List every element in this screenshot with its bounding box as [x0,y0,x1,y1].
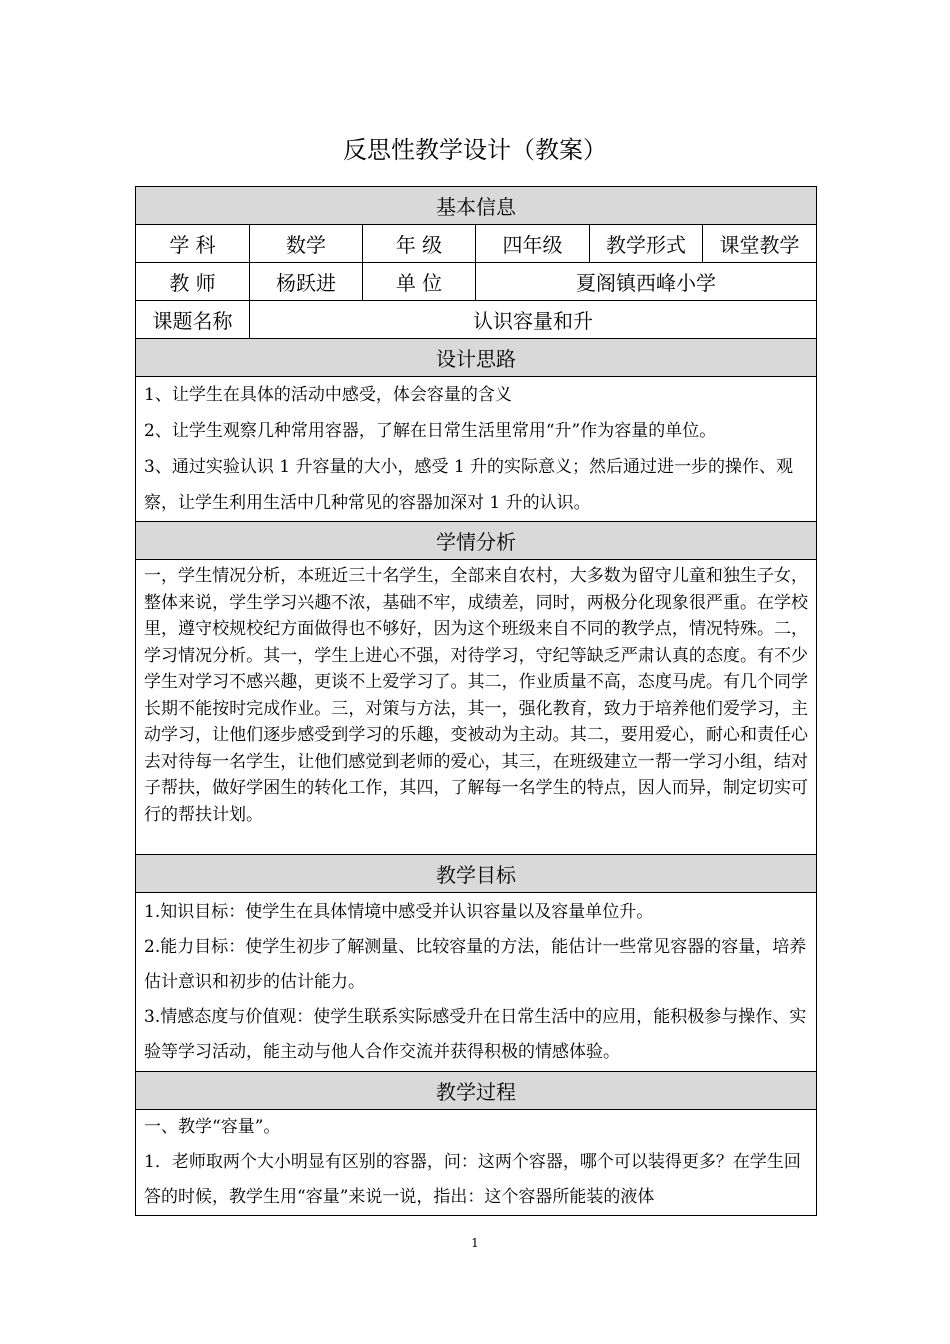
design-item: 1、让学生在具体的活动中感受，体会容量的含义 [144,385,512,405]
design-item: 2、让学生观察几种常用容器，了解在日常生活里常用“升”作为容量的单位。 [144,421,717,441]
topic-value: 认识容量和升 [250,301,817,339]
process-content [136,1110,817,1216]
process-item: 1．老师取两个大小明显有区别的容器，问：这两个容器，哪个可以装得更多？在学生回答的时候，教学生用“容量”来说一说，指出：这个容器所能装的液体 [144,1152,801,1207]
topic-label: 课题名称 [136,301,250,339]
basic-info-header: 基本信息 [136,187,817,225]
teacher-label: 教 师 [136,263,250,301]
analysis-text: 一，学生情况分析，本班近三十名学生，全部来自农村，大多数为留守儿童和独生子女，整体来说，学生学习兴趣不浓，基础不牢，成绩差，同时，两极分化现象很严重。在学校里，遵守校规校纪方面做得也不够好，因为这个班级来自不同的教学点，情况特殊。二，学习情况分析。其一，学生上进心不强，对待学习，守纪等缺乏严肃认真的态度。有不少学生对学习不感兴趣，更谈不上爱学习了。其二，作业质量不高，态度马虎。有几个同学长期不能按时完成作业。三，对策与方法，其一，强化教育，致力于培养他们爱学习，主动学习，让他们逐步感受到学习的乐趣，变被动为主动。其二，要用爱心，耐心和责任心去对待每一名学生，让他们感觉到老师的爱心，其三，在班级建立一帮一学习小组，结对子帮扶，做好学困生的转化工作，其四，了解每一名学生的特点，因人而异，制定切实可行的帮扶计划。 [136,560,817,855]
page-number: 1 [471,1236,479,1250]
teaching-form-label: 教学形式 [590,225,703,263]
unit-label: 单 位 [363,263,476,301]
design-header: 设计思路 [136,339,817,377]
subject-value: 数学 [250,225,363,263]
lesson-plan-table [135,186,817,1216]
process-item: 一、教学“容量”。 [144,1117,281,1137]
document-title: 反思性教学设计（教案） [343,136,607,164]
goals-header: 教学目标 [136,855,817,893]
grade-value: 四年级 [476,225,590,263]
teaching-form-value: 课堂教学 [703,225,817,263]
goals-content [136,893,817,1072]
unit-value: 夏阁镇西峰小学 [476,263,817,301]
process-header: 教学过程 [136,1072,817,1110]
grade-label: 年 级 [363,225,476,263]
goal-item: 2.能力目标：使学生初步了解测量、比较容量的方法，能估计一些常见容器的容量，培养估计意识和初步的估计能力。 [144,936,807,992]
teacher-value: 杨跃进 [250,263,363,301]
analysis-header: 学情分析 [136,522,817,560]
design-content [136,377,817,522]
design-item: 3、通过实验认识 1 升容量的大小，感受 1 升的实际意义；然后通过进一步的操作、观察，让学生利用生活中几种常见的容器加深对 1 升的认识。 [144,457,794,513]
goal-item: 1.知识目标：使学生在具体情境中感受并认识容量以及容量单位升。 [144,901,654,922]
goal-item: 3.情感态度与价值观：使学生联系实际感受升在日常生活中的应用，能积极参与操作、实验等学习活动，能主动与他人合作交流并获得积极的情感体验。 [144,1006,807,1062]
subject-label: 学 科 [136,225,250,263]
